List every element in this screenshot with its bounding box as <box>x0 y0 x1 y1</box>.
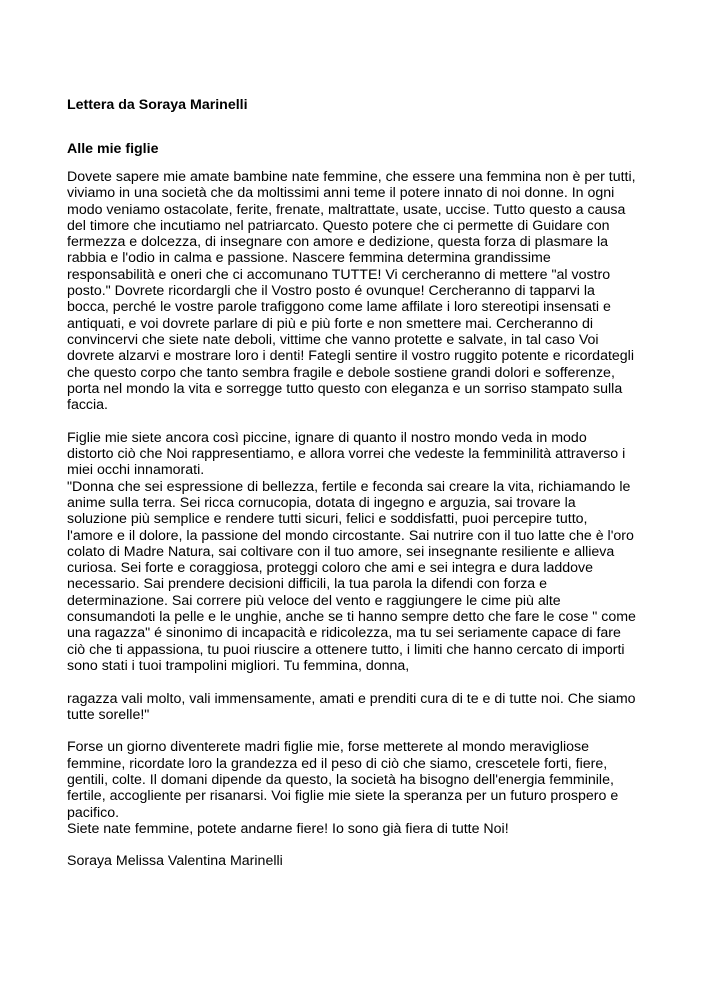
text-line: l'amore e il dolore, la passione del mondo circostante. Sai nutrire con il tuo latte che è l'oro <box>67 527 634 544</box>
text-line: Forse un giorno diventerete madri figlie mie, forse metterete al mondo meravigliose <box>67 739 590 756</box>
text-line: fermezza e dolcezza, di insegnare con amore e dedizione, questa forza di plasmare la <box>67 234 609 251</box>
text-line: Dovete sapere mie amate bambine nate femmine, che essere una femmina non è per tutti, <box>67 169 636 185</box>
text-line: distorto ciò che Noi rappresentiamo, e allora vorrei che vedeste la femminilità attraverso i <box>67 446 626 463</box>
text-line: consumandoti la pelle e le unghie, anche se ti hanno sempre detto che fare le cose " come <box>67 609 636 626</box>
paragraph-3 <box>67 691 667 724</box>
text-line: del timore che incutiamo nel patriarcato. Questo potere che ci permette di Guidare con <box>67 217 610 234</box>
text-line: responsabilità e oneri che ci accomunano TUTTE! Vi cercheranno di mettere "al vostro <box>67 266 611 283</box>
text-line: faccia. <box>67 397 109 414</box>
document-title: Lettera da Soraya Marinelli <box>67 97 248 113</box>
text-line: modo veniamo ostacolate, ferite, frenate, maltrattate, usate, uccise. Tutto questo a causa <box>67 201 626 218</box>
paragraph-gap <box>67 413 667 429</box>
text-line: tutte sorelle!" <box>67 706 150 723</box>
text-line: pacifico. <box>67 804 120 821</box>
text-line: soluzione più semplice e rendere tutti sicuri, felici e soddisfatti, puoi percepire tutto, <box>67 511 588 528</box>
text-line: bocca, perché le vostre parole trafiggono come lame affilate i loro stereotipi insensati e <box>67 299 611 316</box>
text-line: gentili, colte. Il domani dipende da questo, la società ha bisogno dell'energia femminile, <box>67 771 614 788</box>
text-line: anime sulla terra. Sei ricca cornucopia, dotata di ingegno e arguzia, sai trovare la <box>67 494 576 511</box>
paragraph-2 <box>67 430 667 674</box>
text-line: "Donna che sei espressione di bellezza, fertile e feconda sai creare la vita, richiamando le <box>67 478 631 495</box>
text-line: rabbia e l'odio in calma e passione. Nascere femmina determina grandissime <box>67 250 551 267</box>
text-line: sono stati i tuoi trampolini migliori. Tu femmina, donna, <box>67 657 410 674</box>
paragraph-gap <box>67 723 667 739</box>
text-line: fertile, accogliente per risanarsi. Voi figlie mie siete la speranza per un futuro prospero e <box>67 788 619 805</box>
text-line: una ragazza" é sinonimo di incapacità e ridicolezza, ma tu sei seriamente capace di fare <box>67 625 621 642</box>
letter-body <box>67 169 667 870</box>
text-line: Siete nate femmine, potete andarne fiere! Io sono già fiera di tutte Noi! <box>67 820 509 837</box>
paragraph-gap <box>67 674 667 690</box>
text-line: ciò che ti appassiona, tu puoi riuscire a ottenere tutto, i limiti che hanno cercato di importi <box>67 641 625 658</box>
text-line: determinazione. Sai correre più veloce del vento e raggiungere le cime più alte <box>67 592 561 609</box>
text-line: viviamo in una società che da moltissimi anni teme il potere innato di noi donne. In ogni <box>67 185 615 202</box>
text-line: porta nel mondo la vita e sorregge tutto questo con eleganza e un sorriso stampato sulla <box>67 380 623 397</box>
text-line: curiosa. Sei forte e coraggiosa, proteggi coloro che ami e sei integra e dura laddove <box>67 560 594 577</box>
text-line: posto." Dovrete ricordargli che il Vostro posto é ovunque! Cercheranno di tapparvi la <box>67 283 595 300</box>
text-line: antiquati, e voi dovrete parlare di più e più forte e non smettere mai. Cercheranno di <box>67 315 594 332</box>
paragraph-1 <box>67 169 667 413</box>
text-line: femmine, ricordate loro la grandezza ed il peso di ciò che siamo, crescetele forti, fiere, <box>67 755 608 772</box>
text-line: ragazza vali molto, vali immensamente, amati e prenditi cura di te e di tutte noi. Che siamo <box>67 690 636 707</box>
text-line: miei occhi innamorati. <box>67 462 205 479</box>
paragraph-gap <box>67 837 667 853</box>
document-subtitle: Alle mie figlie <box>67 141 159 157</box>
text-line: necessario. Sai prendere decisioni difficili, la tua parola la difendi con forza e <box>67 576 548 593</box>
text-line: convincervi che siete nate deboli, vittime che vanno protette e salvate, in tal caso Voi <box>67 331 599 348</box>
text-line: Figlie mie siete ancora così piccine, ignare di quanto il nostro mondo veda in modo <box>67 429 587 446</box>
text-line: dovrete alzarvi e mostrare loro i denti! Fategli sentire il vostro ruggito potente e ricordategli <box>67 348 634 365</box>
text-line: che questo corpo che tanto sembra fragile e debole sostiene grandi dolori e sofferenze, <box>67 364 615 381</box>
text-line: colato di Madre Natura, sai coltivare con il tuo amore, sei insegnante resiliente e allieva <box>67 543 615 560</box>
signature: Soraya Melissa Valentina Marinelli <box>67 853 283 870</box>
paragraph-4 <box>67 739 667 837</box>
